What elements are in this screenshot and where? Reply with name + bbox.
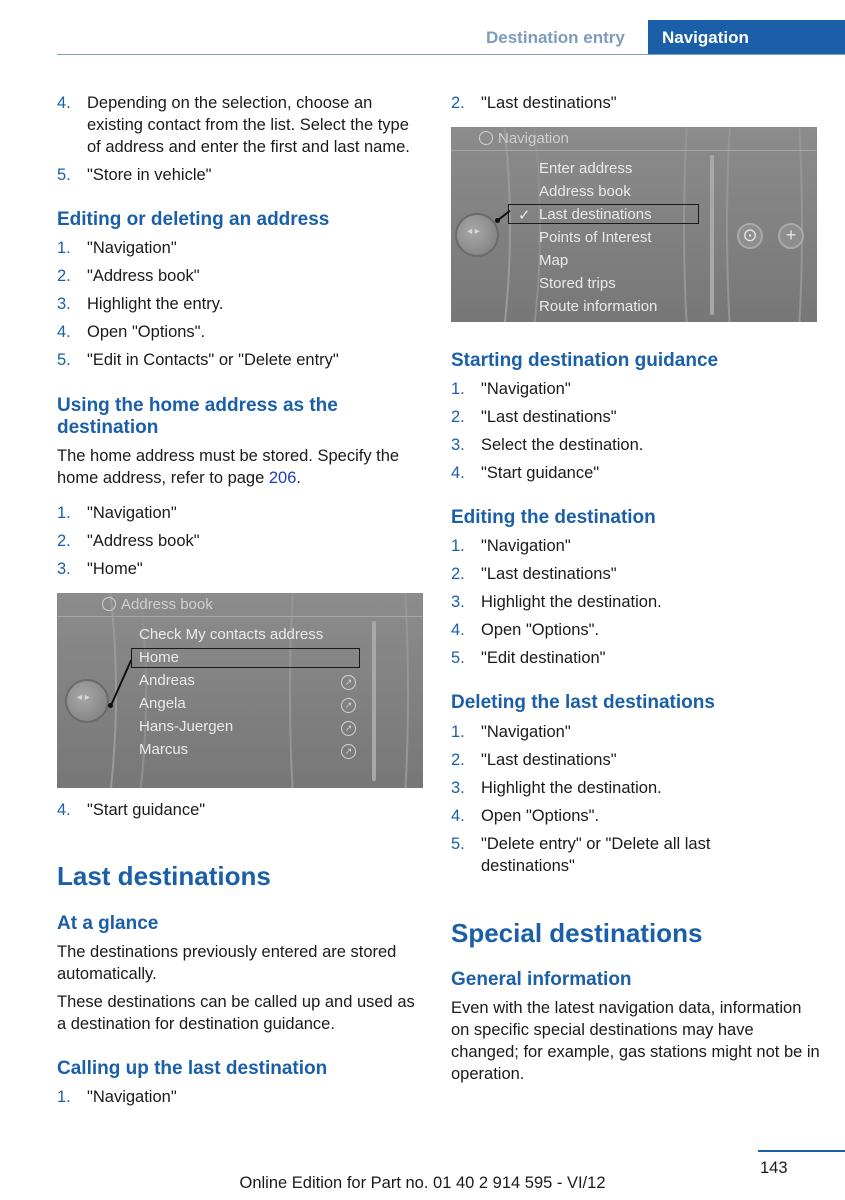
screen-title: Navigation (479, 130, 569, 147)
address-book-screenshot (57, 593, 423, 788)
page-link[interactable]: 206 (268, 469, 297, 487)
list-item: 1. "Navigation" (451, 537, 571, 555)
screen-item[interactable]: Angela (139, 695, 186, 712)
screen-item[interactable]: Marcus (139, 741, 189, 758)
home-text: The home address must be stored. Specify the home address, refer to page (57, 447, 400, 487)
steps-list (57, 502, 427, 586)
screen-divider (57, 616, 423, 617)
screen-item[interactable]: Home (139, 649, 180, 666)
home-address-text (57, 445, 427, 489)
screen-item[interactable]: Stored trips (539, 275, 616, 292)
steps-list (57, 1086, 427, 1114)
guidance-icon: ↗ (341, 675, 356, 690)
screen-arc (726, 127, 817, 322)
list-item: 4. "Start guidance" (451, 464, 600, 482)
list-item: 2. "Address book" (57, 532, 200, 550)
screen-item[interactable]: Hans-Juergen (139, 718, 234, 735)
knob-arrows-icon: ◂ ▸ (467, 226, 480, 237)
guidance-icon: ↗ (341, 721, 356, 736)
scroll-bar (372, 621, 376, 781)
list-item: 5. "Edit in Contacts" or "Delete entry" (57, 351, 339, 369)
list-item: 3. "Home" (57, 560, 143, 578)
list-item: 2. "Last destinations" (451, 751, 617, 769)
guidance-icon: ↗ (341, 744, 356, 759)
header-rule (57, 54, 845, 55)
heading-special-destinations: Special destinations (451, 918, 703, 948)
list-item: 5. "Edit destination" (451, 649, 606, 667)
list-item: 1. "Navigation" (57, 1088, 177, 1106)
steps-list (57, 92, 427, 192)
navigation-icon (479, 131, 493, 145)
steps-list (57, 799, 427, 827)
list-item: 5. "Store in vehicle" (57, 166, 212, 184)
zoom-plus-icon: + (778, 223, 804, 249)
guidance-icon: ↗ (341, 698, 356, 713)
list-item: 2. "Last destinations" (451, 565, 617, 583)
screen-item[interactable]: Route information (539, 298, 658, 315)
screen-item[interactable]: Andreas (139, 672, 195, 689)
scroll-bar (710, 155, 714, 315)
heading-general-information: General information (451, 969, 632, 990)
navigation-icon (102, 597, 116, 611)
steps-list (451, 721, 821, 883)
page-number-rule (758, 1150, 845, 1152)
glance-paragraph-2: These destinations can be called up and used as a destination for destination guidance. (57, 993, 415, 1033)
footer-edition: Online Edition for Part no. 01 40 2 914 595 - VI/12 (239, 1174, 606, 1192)
knob-arrows-icon: ◂ ▸ (77, 692, 90, 703)
general-paragraph: Even with the latest navigation data, information on specific special destinations may have changed; for example, gas stations might not be in operation. (451, 999, 820, 1083)
list-item: 4. Depending on the selection, choose an existing contact from the list. Select the type of address and enter the first and last name. (57, 94, 410, 156)
list-item: 5. "Delete entry" or "Delete all last destinations" (451, 835, 711, 875)
steps-list (451, 378, 821, 490)
list-item: 1. "Navigation" (57, 239, 177, 257)
map-view-icon: ⊙ (737, 223, 763, 249)
list-item: 2. "Last destinations" (451, 408, 617, 426)
heading-home-address: Using the home address as the destination (57, 395, 338, 438)
heading-calling-up: Calling up the last destination (57, 1058, 328, 1079)
list-item: 4. Open "Options". (451, 807, 600, 825)
steps-list (57, 237, 427, 377)
heading-last-destinations: Last destinations (57, 861, 271, 891)
screen-title: Address book (102, 596, 213, 613)
home-text-end: . (296, 469, 301, 487)
screen-item[interactable]: Check My contacts address (139, 626, 324, 643)
list-item: 1. "Navigation" (57, 504, 177, 522)
list-item: 4. "Start guidance" (57, 801, 206, 819)
heading-at-a-glance: At a glance (57, 913, 159, 934)
steps-list (451, 535, 821, 675)
glance-paragraph-1: The destinations previously entered are stored automatically. (57, 943, 397, 983)
screen-item[interactable]: Address book (539, 183, 631, 200)
header-section-title: Destination entry (486, 28, 625, 47)
screen-item[interactable]: Map (539, 252, 569, 269)
list-item: 1. "Navigation" (451, 723, 571, 741)
screen-item[interactable]: Enter address (539, 160, 633, 177)
checkmark-icon: ✓ (518, 207, 531, 224)
list-item: 3. Highlight the destination. (451, 593, 662, 611)
heading-deleting-destinations: Deleting the last destinations (451, 692, 715, 713)
list-item: 4. Open "Options". (451, 621, 600, 639)
list-item: 2. "Last destinations" (451, 94, 617, 112)
heading-starting-guidance: Starting destination guidance (451, 350, 719, 371)
screen-item[interactable]: Last destinations (539, 206, 652, 223)
list-item: 4. Open "Options". (57, 323, 206, 341)
list-item: 3. Select the destination. (451, 436, 644, 454)
header-chapter-tab: Navigation (648, 20, 845, 54)
heading-edit-address: Editing or deleting an address (57, 209, 330, 230)
list-item: 3. Highlight the entry. (57, 295, 224, 313)
screen-divider (451, 150, 817, 151)
page-number: 143 (760, 1159, 788, 1177)
screen-item[interactable]: Points of Interest (539, 229, 652, 246)
steps-list (451, 92, 821, 120)
heading-editing-destination: Editing the destination (451, 507, 656, 528)
navigation-menu-screenshot (451, 127, 817, 322)
list-item: 3. Highlight the destination. (451, 779, 662, 797)
list-item: 2. "Address book" (57, 267, 200, 285)
list-item: 1. "Navigation" (451, 380, 571, 398)
